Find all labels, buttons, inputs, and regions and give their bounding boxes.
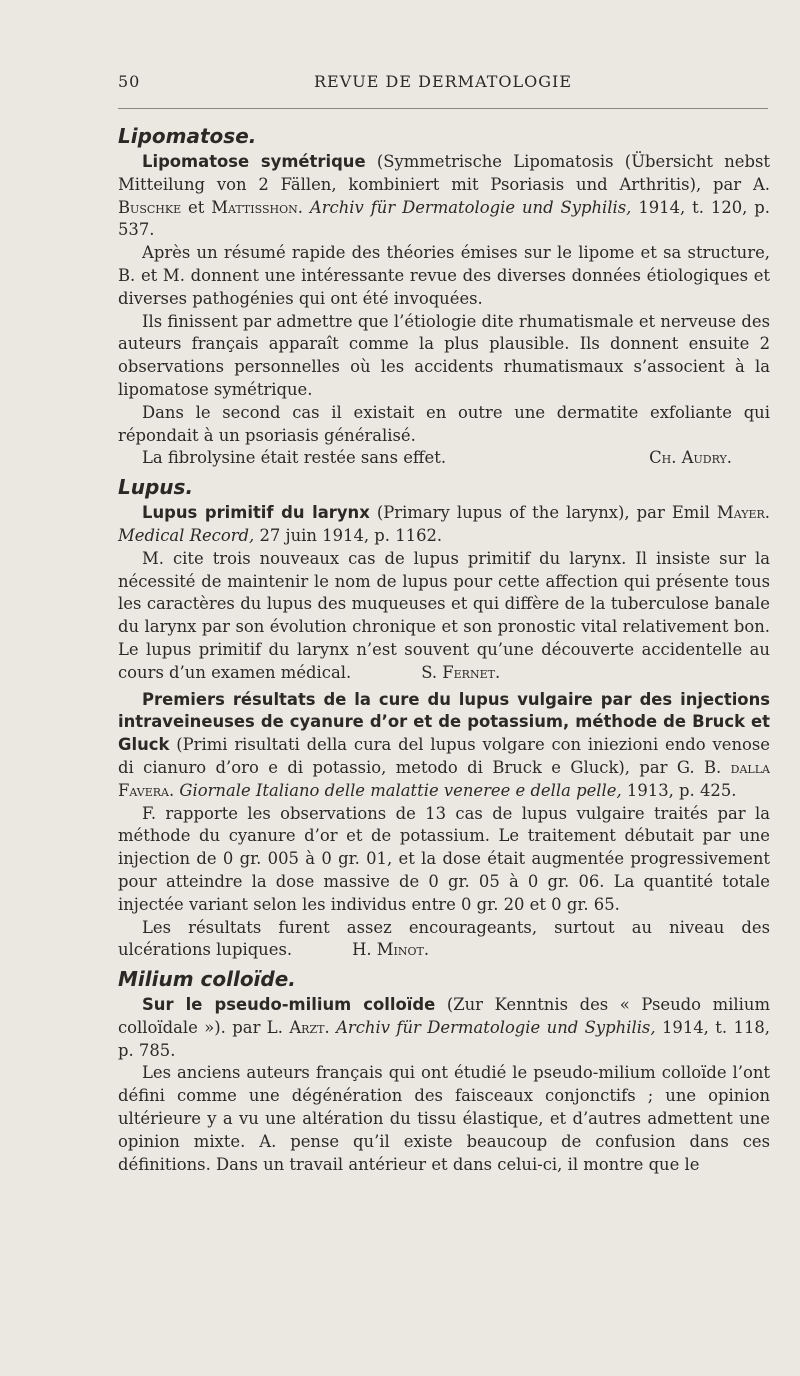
paragraph: Les anciens auteurs français qui ont étudié le pseudo-milium colloïde l’ont défini comme une dégénération des faisceaux conjonctifs ; une opinion ultérieure y a vu une altération du tissu élastique, et d’autres admettent une opinion mixte. A. pense qu’il existe beaucoup de confusion dans ces définitions. Dans un travail antérieur et dans celui-ci, il montre que le [118,1063,770,1174]
paragraph-text: M. cite trois nouveaux cas de lupus primitif du larynx. Il insiste sur la nécessité de maintenir le nom de lupus pour cette affection qui présente tous les caractères du lupus des muqueuses et qui diffère de la tuberculose banale du larynx par son évolution chronique et son pronostic vital relativement bon. Le lupus primitif du larynx n’est souvent qu’une découverte accidentelle au cours d’un examen médical. [118,548,770,682]
citation-lipomatose [118,151,770,242]
journal-name: Giornale Italiano delle malattie veneree e della pelle, [179,780,622,800]
punctuation: . [168,780,180,800]
citation-text: (Primi risultati della cura del lupus volgare con iniezioni endo venose di cianuro d’oro e di potassio, metodo di Bruck e Gluck), par G. B. [118,735,770,777]
citation-text: (Primary lupus of the larynx), par Emil [369,503,717,523]
closing-line [118,447,770,470]
article-title: Sur le pseudo-milium colloïde [142,995,436,1015]
reference: 1914, t. 118, p. 785. [118,1017,771,1060]
section-heading-lipomatose: Lipomatose. [118,124,257,148]
running-title: REVUE DE DERMATOLOGIE [314,72,573,91]
reference: 1914, t. 120, p. 537. [118,197,771,240]
page-number: 50 [118,72,141,91]
paragraph: Après un résumé rapide des théories émises sur le lipome et sa structure, B. et M. donnent une intéressante revue des diverses données étiologiques et diverses pathogénies qui ont été invoquées. [118,243,770,308]
section-heading-milium: Milium colloïde. [118,967,296,992]
paragraph: Dans le second cas il existait en outre une dermatite exfoliante qui répondait à un psoriasis généralisé. [118,402,770,445]
reference: 1913, p. 425. [621,780,737,800]
author-name: Mattisshon [211,197,298,217]
paragraph [118,917,770,963]
paragraph-text: Les résultats furent assez encourageants, surtout au niveau des ulcérations lupiques. [118,917,770,960]
paragraph: La fibrolysine était restée sans effet. [142,448,447,468]
paragraph [118,548,770,685]
signature: H. Minot. [352,940,430,960]
citation-lupus-vulgaire [118,689,770,803]
reference: 27 juin 1914, p. 1162. [254,525,443,545]
article-body [118,122,770,1176]
punctuation: . [324,1017,337,1037]
header-rule [118,108,768,109]
author-name: Arzt [289,1017,325,1037]
article-title: Lupus primitif du larynx [142,503,370,523]
signature: S. Fernet. [421,662,501,682]
conjunction: et [181,197,212,217]
journal-name: Archiv für Dermatologie und Syphilis, [309,197,632,217]
journal-name: Medical Record, [118,525,255,545]
journal-name: Archiv für Dermatologie und Syphilis, [336,1017,656,1037]
author-name: Buschke [118,197,182,217]
author-name: Mayer [716,503,765,523]
citation-lupus-larynx [118,502,770,548]
punctuation: . [764,503,770,523]
page-header [118,72,768,98]
punctuation: . [297,197,310,217]
section-heading-lupus: Lupus. [118,475,194,500]
article-title: Premiers résultats de la cure du lupus vulgaire par des injections intraveineuses de cyanure d’or et de potassium, méthode de Bruck et Gluck [118,689,770,755]
citation-milium [118,994,770,1062]
citation-text: (Symmetrische Lipomatosis (Übersicht nebst Mitteilung von 2 Fällen, kombiniert mit Psoriasis und Arthritis), par A. [118,152,770,194]
article-title: Lipomatose symétrique [142,152,366,171]
paragraph: F. rapporte les observations de 13 cas de lupus vulgaire traités par la méthode du cyanure d’or et de potassium. Le traitement débutait par une injection de 0 gr. 005 à 0 gr. 01, et la dose était augmentée progressivement pour atteindre la dose massive de 0 gr. 05 à 0 gr. 06. La quantité totale injectée variant selon les individus entre 0 gr. 20 et 0 gr. 65. [118,803,770,914]
paragraph: Ils finissent par admettre que l’étiologie dite rhumatismale et nerveuse des auteurs français apparaît comme la plus plausible. Ils donnent ensuite 2 observations personnelles où les accidents rhumatismaux s’associent à la lipomatose symétrique. [118,311,770,399]
author-name: dalla Favera [118,757,770,800]
signature: Ch. Audry. [649,448,732,468]
citation-text: (Zur Kenntnis des « Pseudo milium colloïdale »). par L. [118,995,770,1037]
